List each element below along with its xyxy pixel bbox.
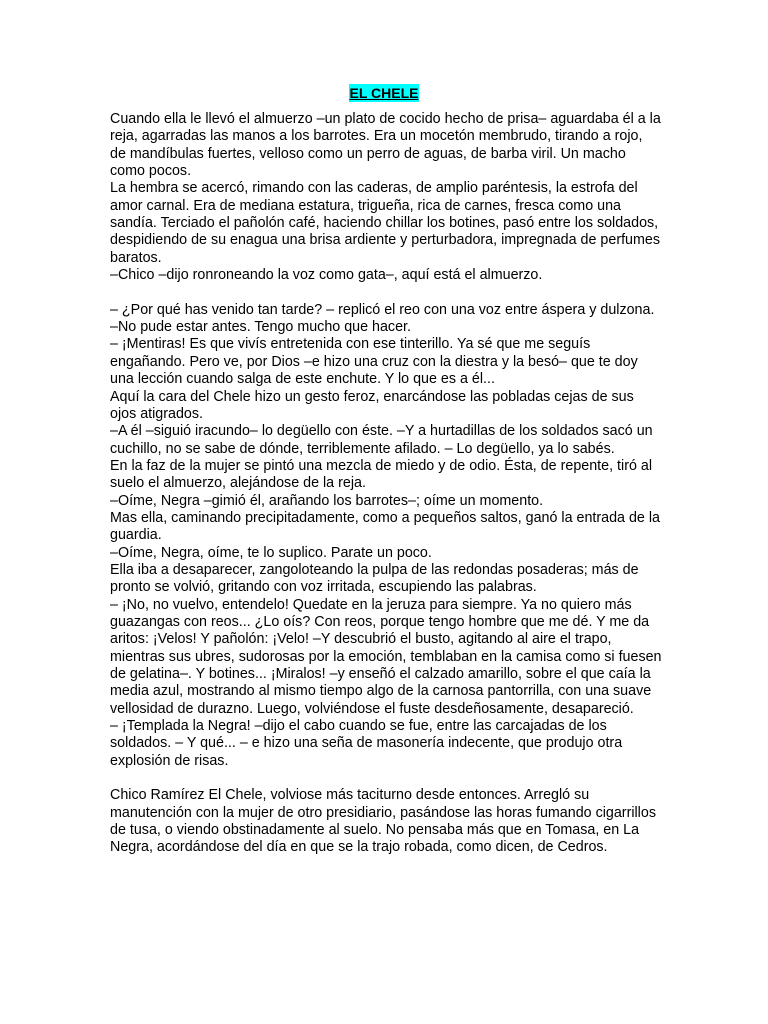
- paragraph: –A él –siguió iracundo– lo degüello con éste. –Y a hurtadillas de los soldados sacó un cuchillo, no se sabe de dónde, terriblemente afilado. – Lo degüello, ya lo sabés.: [110, 423, 653, 457]
- paragraph: – ¡Templada la Negra! –dijo el cabo cuando se fue, entre las carcajadas de los soldados. – Y qué... – e hizo una seña de masonería indecente, que produjo otra explosión de risas.: [110, 718, 623, 769]
- paragraph: –No pude estar antes. Tengo mucho que hacer.: [110, 319, 411, 336]
- paragraph: Cuando ella le llevó el almuerzo –un plato de cocido hecho de prisa– aguardaba él a la reja, agarradas las manos a los barrotes. Era un mocetón membrudo, tirando a rojo, de mandíbulas fuertes, velloso como un perro de aguas, de barba viril. Un macho como pocos.: [110, 111, 661, 180]
- paragraph-spacer: [110, 770, 662, 787]
- paragraph: – ¡No, no vuelvo, entendelo! Quedate en la jeruza para siempre. Ya no quiero más guazangas con reos... ¿Lo oís? Con reos, porque tengo hombre que me dé. Y me da aritos: ¡Velos! Y pañolón: ¡Velo! –Y descubrió el busto, agitando al aire el trapo, mientras sus ubres, sudorosas por la emoción, temblaban en la camisa como si fuesen de gelatina–. Y botines... ¡Miralos! –y enseñó el calzado amarillo, sobre el que caía la media azul, mostrando al mismo tiempo algo de la carnosa pantorrilla, con una suave vellosidad de durazno. Luego, volviéndose el fuste desdeñosamente, desapareció.: [110, 596, 662, 717]
- paragraph: –Oíme, Negra, oíme, te lo suplico. Parate un poco.: [110, 544, 432, 561]
- title-container: [0, 84, 768, 103]
- paragraph: – ¿Por qué has venido tan tarde? – replicó el reo con una voz entre áspera y dulzona.: [110, 301, 655, 318]
- paragraph: Mas ella, caminando precipitadamente, como a pequeños saltos, ganó la entrada de la guardia.: [110, 509, 660, 544]
- paragraph: Chico Ramírez El Chele, volviose más taciturno desde entonces. Arregló su manutención con la mujer de otro presidiario, pasándose las horas fumando cigarrillos de tusa, o viendo obstinadamente al suelo. No pensaba más que en Tomasa, en La Negra, acordándose del día en que se la trajo robada, como dicen, de Cedros.: [110, 787, 656, 856]
- paragraph: –Oíme, Negra –gimió él, arañando los barrotes–; oíme un momento.: [110, 492, 544, 509]
- paragraph-spacer: [110, 284, 662, 301]
- document-title: EL CHELE: [349, 85, 419, 101]
- paragraph: – ¡Mentiras! Es que vivís entretenida con ese tinterillo. Ya sé que me seguís engañando. Pero ve, por Dios –e hizo una cruz con la diestra y la besó– que te doy una lección cuando salga de este enchute. Y lo que es a él...: [110, 336, 638, 388]
- paragraph: –Chico –dijo ronroneando la voz como gata–, aquí está el almuerzo.: [110, 267, 543, 284]
- document-body: [110, 111, 662, 857]
- paragraph: En la faz de la mujer se pintó una mezcla de miedo y de odio. Ésta, de repente, tiró al suelo el almuerzo, alejándose de la reja.: [110, 457, 653, 492]
- paragraph: Aquí la cara del Chele hizo un gesto feroz, enarcándose las pobladas cejas de sus ojos atigrados.: [110, 388, 634, 422]
- paragraph: La hembra se acercó, rimando con las caderas, de amplio paréntesis, la estrofa del amor carnal. Era de mediana estatura, trigueña, rica de carnes, fresca como una sandía. Terciado el pañolón café, haciendo chillar los botines, pasó entre los soldados, despidiendo de su enagua una brisa ardiente y perturbadora, impregnada de perfumes baratos.: [110, 180, 661, 266]
- paragraph: Ella iba a desaparecer, zangoloteando la pulpa de las redondas posaderas; más de pronto se volvió, gritando con voz irritada, escupiendo las palabras.: [110, 561, 639, 596]
